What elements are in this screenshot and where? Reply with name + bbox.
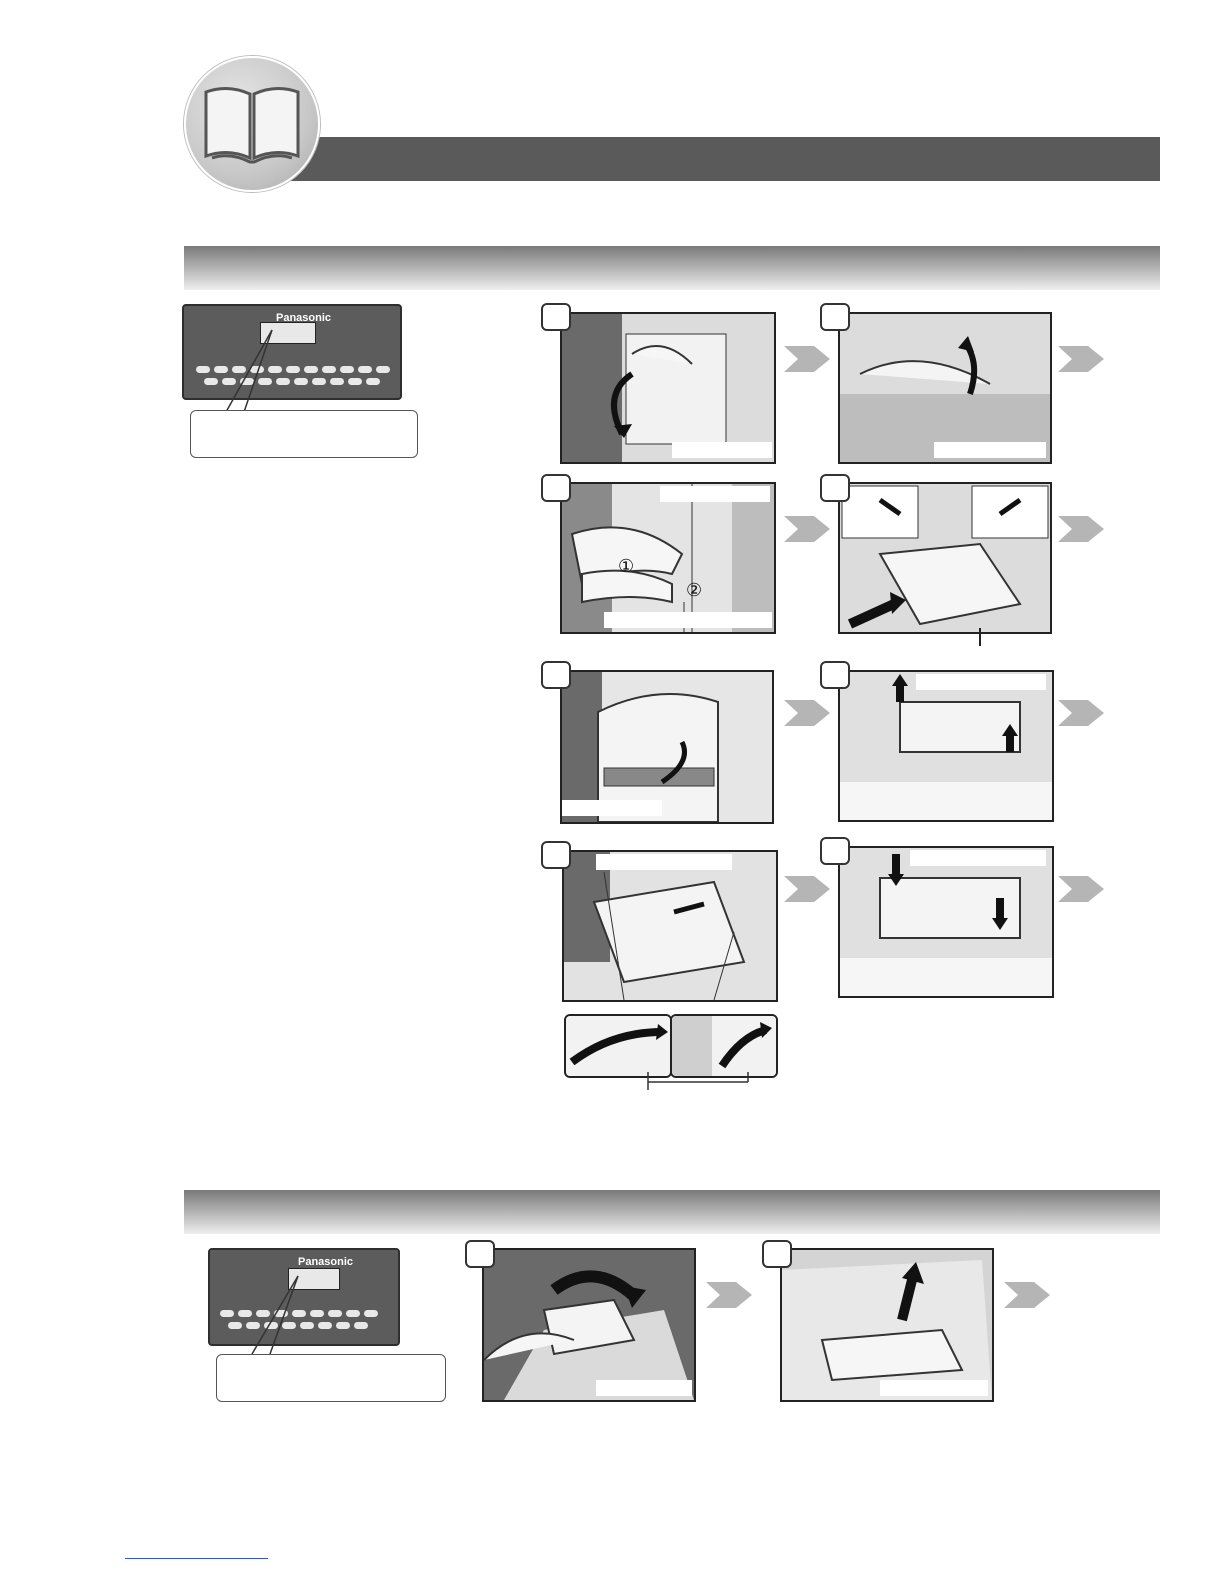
label-strip xyxy=(672,442,772,458)
step-number-box xyxy=(820,474,850,502)
panel-brand: Panasonic xyxy=(298,1256,354,1268)
step-number-box xyxy=(820,837,850,865)
leader-line xyxy=(979,628,981,646)
next-step-arrow-icon xyxy=(784,874,832,904)
next-step-arrow-icon xyxy=(1058,514,1106,544)
circle-mark-1: ① xyxy=(618,556,635,576)
step-photo xyxy=(482,1248,696,1402)
footer-link-underline[interactable] xyxy=(125,1558,268,1559)
detail-inset xyxy=(670,1014,778,1078)
step-number-box xyxy=(465,1240,495,1268)
callout-box xyxy=(216,1354,446,1402)
label-strip xyxy=(934,442,1046,458)
label-strip xyxy=(596,854,732,870)
chapter-title-bar xyxy=(240,137,1160,181)
detail-inset xyxy=(564,1014,672,1078)
label-strip xyxy=(910,850,1046,866)
callout-box xyxy=(190,410,418,458)
next-step-arrow-icon xyxy=(1004,1280,1052,1310)
step-number-box xyxy=(820,303,850,331)
label-strip xyxy=(880,1380,988,1396)
label-strip xyxy=(596,1380,692,1396)
next-step-arrow-icon xyxy=(1058,874,1106,904)
step-photo xyxy=(562,850,778,1002)
step-number-box xyxy=(541,303,571,331)
circle-mark-2: ② xyxy=(686,580,703,600)
next-step-arrow-icon xyxy=(784,698,832,728)
step-photo xyxy=(838,846,1054,998)
section-bar-1 xyxy=(184,246,1160,290)
next-step-arrow-icon xyxy=(784,344,832,374)
step-photo xyxy=(838,482,1052,634)
inset-leader xyxy=(640,1072,760,1096)
step-number-box xyxy=(541,661,571,689)
label-strip xyxy=(604,612,772,628)
label-strip xyxy=(916,674,1046,690)
step-number-box xyxy=(541,841,571,869)
label-strip xyxy=(562,800,662,816)
next-step-arrow-icon xyxy=(706,1280,754,1310)
step-number-box xyxy=(820,661,850,689)
next-step-arrow-icon xyxy=(784,514,832,544)
step-number-box xyxy=(541,474,571,502)
next-step-arrow-icon xyxy=(1058,344,1106,374)
section-bar-2 xyxy=(184,1190,1160,1234)
next-step-arrow-icon xyxy=(1058,698,1106,728)
step-photo xyxy=(838,670,1054,822)
panel-brand: Panasonic xyxy=(276,312,332,324)
step-number-box xyxy=(762,1240,792,1268)
step-photo xyxy=(780,1248,994,1402)
open-book-icon xyxy=(184,56,320,192)
label-strip xyxy=(660,486,770,502)
